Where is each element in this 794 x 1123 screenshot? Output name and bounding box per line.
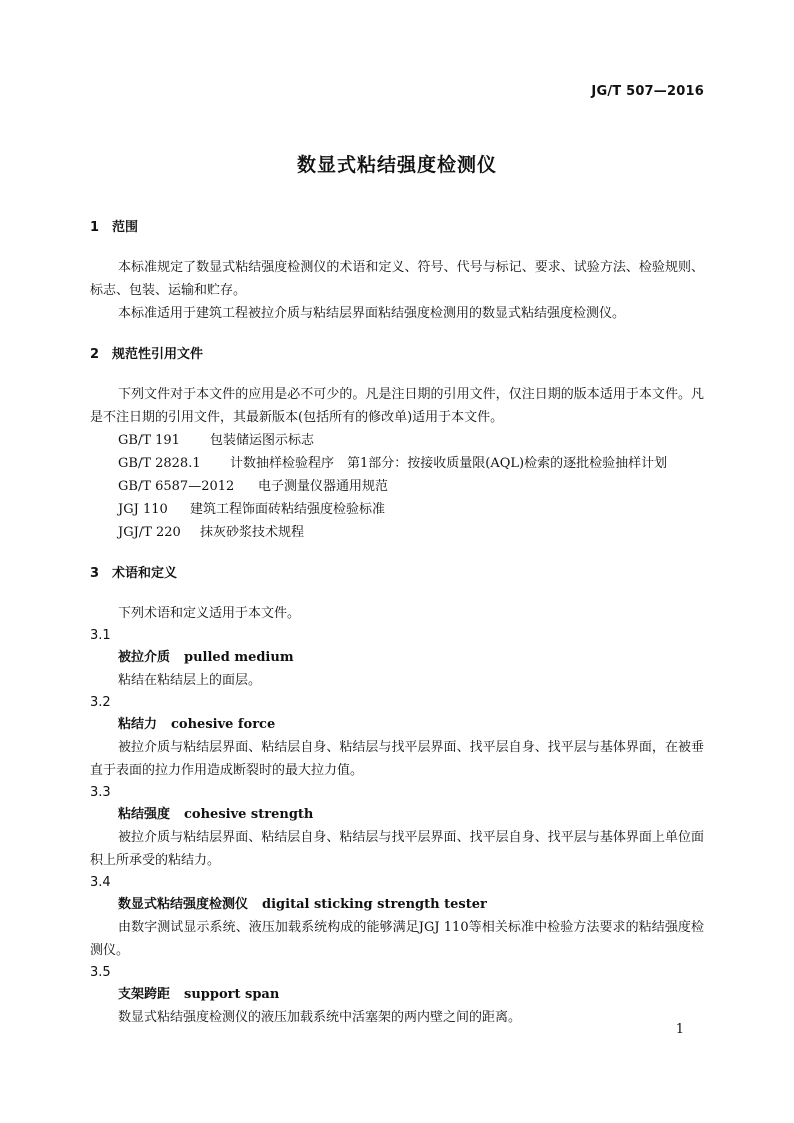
reference-code: GB/T 6587—2012 [118, 479, 235, 494]
term-zh: 粘结力 [118, 717, 158, 732]
reference-title: 电子测量仪器通用规范 [258, 479, 389, 494]
section-heading-terms [90, 562, 704, 586]
term-definition: 粘结在粘结层上的面层。 [118, 673, 262, 688]
reference-code: GB/T 191 [118, 433, 180, 448]
reference-title: 包装储运图示标志 [210, 433, 315, 448]
references-intro: 下列文件对于本文件的应用是必不可少的。凡是注日期的引用文件，仅注日期的版本适用于本文件。凡是不注日期的引用文件，其最新版本(包括所有的修改单)适用于本文件。 [90, 387, 704, 425]
term-definition: 被拉介质与粘结层界面、粘结层自身、粘结层与找平层界面、找平层自身、找平层与基体界面上单位面积上所承受的粘结力。 [90, 830, 704, 868]
term-number: 3.2 [90, 695, 111, 710]
reference-code: JGJ/T 220 [118, 525, 181, 540]
term-en: digital sticking strength tester [262, 897, 487, 912]
term-heading [90, 647, 704, 669]
reference-item [90, 498, 704, 521]
section-number: 2 [90, 347, 100, 362]
term-heading [90, 804, 704, 826]
reference-item [90, 452, 704, 475]
section-number: 1 [90, 220, 100, 235]
section-title: 规范性引用文件 [112, 347, 204, 362]
scope-paragraph: 本标准规定了数显式粘结强度检测仪的术语和定义、符号、代号与标记、要求、试验方法、检验规则、标志、包装、运输和贮存。 [90, 260, 704, 298]
reference-title: 计数抽样检验程序 第1部分：按接收质量限(AQL)检索的逐批检验抽样计划 [230, 456, 668, 471]
term-zh: 被拉介质 [118, 650, 171, 665]
term-number: 3.3 [90, 785, 111, 800]
term-heading [90, 984, 704, 1006]
term-en: cohesive strength [184, 807, 314, 822]
reference-code: GB/T 2828.1 [118, 456, 201, 471]
reference-code: JGJ 110 [118, 502, 168, 517]
reference-item [90, 521, 704, 544]
page-number: 1 [675, 1022, 684, 1037]
term-en: pulled medium [184, 650, 294, 665]
document-title: 数显式粘结强度检测仪 [296, 154, 497, 176]
term-heading [90, 714, 704, 736]
term-heading [90, 894, 704, 916]
reference-item [90, 429, 704, 452]
standard-code: JG/T 507—2016 [591, 84, 704, 99]
section-number: 3 [90, 566, 100, 581]
term-en: cohesive force [171, 717, 276, 732]
term-definition: 由数字测试显示系统、液压加载系统构成的能够满足JGJ 110等相关标准中检验方法要求的粘结强度检测仪。 [90, 920, 704, 958]
scope-paragraph: 本标准适用于建筑工程被拉介质与粘结层界面粘结强度检测用的数显式粘结强度检测仪。 [118, 306, 626, 321]
term-zh: 支架跨距 [118, 987, 171, 1002]
terms-intro: 下列术语和定义适用于本文件。 [118, 606, 301, 621]
term-zh: 粘结强度 [118, 807, 171, 822]
term-en: support span [184, 987, 280, 1002]
term-definition: 数显式粘结强度检测仪的液压加载系统中活塞架的两内壁之间的距离。 [118, 1010, 522, 1025]
term-number: 3.4 [90, 875, 111, 890]
reference-item [90, 475, 704, 498]
term-number: 3.5 [90, 965, 111, 980]
term-number: 3.1 [90, 628, 111, 643]
section-heading-scope [90, 216, 704, 240]
section-heading-references [90, 343, 704, 367]
term-zh: 数显式粘结强度检测仪 [118, 897, 249, 912]
reference-title: 建筑工程饰面砖粘结强度检验标准 [190, 502, 386, 517]
section-title: 范围 [112, 220, 139, 235]
term-definition: 被拉介质与粘结层界面、粘结层自身、粘结层与找平层界面、找平层自身、找平层与基体界面，在被垂直于表面的拉力作用造成断裂时的最大拉力值。 [90, 740, 704, 778]
document-body [90, 216, 704, 1029]
reference-title: 抹灰砂浆技术规程 [200, 525, 305, 540]
section-title: 术语和定义 [112, 566, 178, 581]
